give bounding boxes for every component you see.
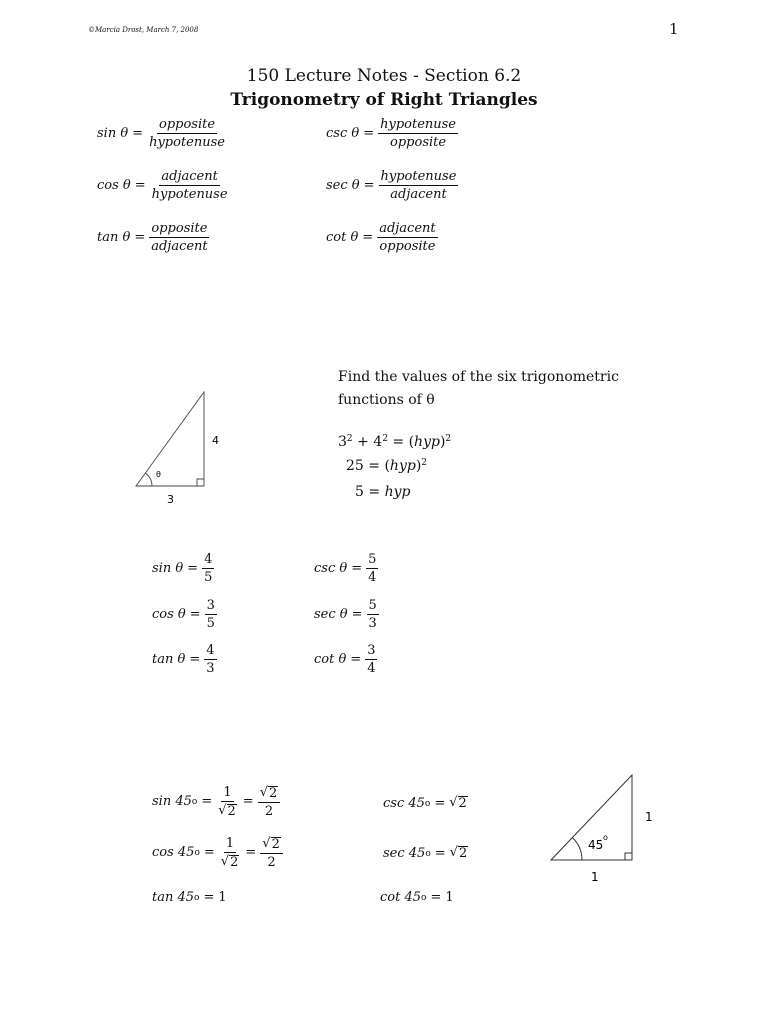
- pythagorean-step-1: $3^2 + 4^2 = (hyp)^2$: [338, 434, 452, 450]
- definition-tan: tan θ = $\frac{\text{opposite}}{\text{adjacent}}$: [97, 221, 208, 254]
- side-label-base-45: 1: [591, 870, 599, 884]
- angle-arc: [145, 473, 152, 486]
- definition-cot: cot θ = $\frac{\text{adjacent}}{\text{opposite}}$: [326, 221, 436, 254]
- tan-45-value: tan 45 o = 1: [152, 890, 227, 905]
- result-sin: sin θ = $\frac{4}{5}$: [152, 552, 213, 585]
- right-triangle-diagram: [125, 385, 235, 510]
- isosceles-right-triangle-diagram: [540, 765, 665, 890]
- page-title: 150 Lecture Notes - Section 6.2: [246, 66, 522, 86]
- definition-cos: cos θ = $\frac{\text{adjacent}}{\text{hypotenuse}}$: [97, 169, 228, 202]
- angle-45-degree-mark: o: [603, 833, 608, 842]
- triangle-shape: [136, 392, 204, 486]
- definition-sin: sin θ = $\frac{\text{opposite}}{\text{hypotenuse}}$: [97, 117, 225, 150]
- angle-45-label: 45: [588, 838, 604, 852]
- pythagorean-step-2: 25 = (hyp)$^2$: [346, 458, 428, 474]
- right-angle-marker: [197, 479, 204, 486]
- result-tan: tan θ = $\frac{4}{3}$: [152, 643, 215, 676]
- csc-45-value: csc 45 o = √ 2: [383, 795, 467, 812]
- side-label-vertical: 4: [212, 434, 219, 447]
- definition-csc: csc θ = $\frac{\text{hypotenuse}}{\text{opposite}}$: [326, 117, 457, 150]
- result-cot: cot θ = $\frac{3}{4}$: [314, 643, 376, 676]
- result-csc: csc θ = $\frac{5}{4}$: [314, 552, 377, 585]
- cot-45-value: cot 45 o = 1: [380, 890, 454, 905]
- section-heading: Trigonometry of Right Triangles: [230, 90, 538, 110]
- pythagorean-step-3: 5 = hyp: [355, 484, 411, 500]
- result-sec: sec θ = $\frac{5}{3}$: [314, 598, 377, 631]
- page-number: 1: [669, 20, 679, 38]
- sin-45-value: sin 45 o = 1 √ 2 = √ 2 2: [152, 785, 280, 819]
- cos-45-value: cos 45 o = 1 √ 2 = √ 2 2: [152, 836, 283, 870]
- problem-prompt-line2: functions of θ: [338, 392, 435, 408]
- angle-theta-label: θ: [156, 470, 161, 479]
- side-label-vertical-45: 1: [645, 810, 653, 824]
- definition-sec: sec θ = $\frac{\text{hypotenuse}}{\text{adjacent}}$: [326, 169, 457, 202]
- result-cos: cos θ = $\frac{3}{5}$: [152, 598, 215, 631]
- angle-arc-45: [572, 838, 582, 860]
- sec-45-value: sec 45 o = √ 2: [383, 845, 468, 862]
- side-label-base: 3: [167, 493, 174, 506]
- problem-prompt-line1: Find the values of the six trigonometric: [338, 369, 619, 385]
- right-angle-marker-45: [625, 853, 632, 860]
- copyright-note: ©Marcia Drost, March 7, 2008: [88, 26, 199, 34]
